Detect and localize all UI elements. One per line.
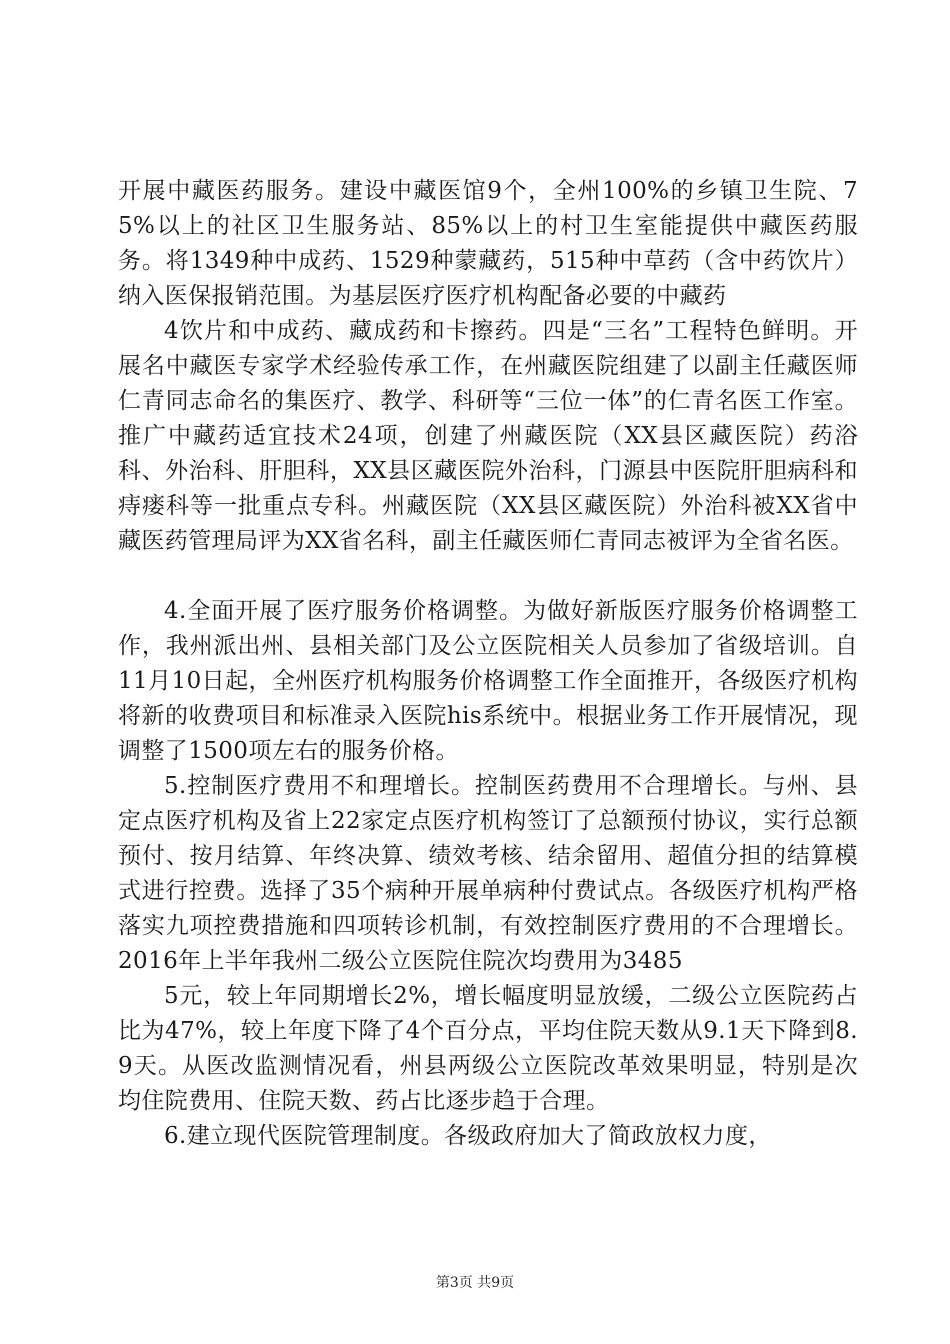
paragraph-three-famous-project: 4饮片和中成药、藏成药和卡擦药。四是“三名”工程特色鲜明。开展名中藏医专家学术经验传承工作，在州藏医院组建了以副主任藏医师仁青同志命名的集医疗、教学、科研等“三位一体”的仁青名医工作室。推广中藏药适宜技术24项，创建了州藏医院（XX县区藏医院）药浴科、外治科、肝胆科，XX县区藏医院外治科，门源县中医院肝胆病科和痔瘘科等一批重点专科。州藏医院（XX县区藏医院）外治科被XX省中藏医药管理局评为XX省名科，副主任藏医师仁青同志被评为全省名医。 [118,318,858,554]
paragraph-cost-control: 5.控制医疗费用不和理增长。控制医药费用不合理增长。与州、县定点医疗机构及省上22家定点医疗机构签订了总额预付协议，实行总额预付、按月结算、年终决算、绩效考核、结余留用、超值分担的结算模式进行控费。选择了35个病种开展单病种付费试点。各级医疗机构严格落实九项控费措施和四项转诊机制，有效控制医疗费用的不合理增长。2016年上半年我州二级公立医院住院次均费用为3485 [118,773,858,974]
paragraph-tcm-services: 开展中藏医药服务。建设中藏医馆9个，全州100%的乡镇卫生院、75%以上的社区卫生服务站、85%以上的村卫生室能提供中藏医药服务。将1349种中成药、1529种蒙藏药，515种中草药（含中药饮片）纳入医保报销范围。为基层医疗医疗机构配备必要的中藏药 [118,178,858,309]
paragraph-price-adjustment: 4.全面开展了医疗服务价格调整。为做好新版医疗服务价格调整工作，我州派出州、县相关部门及公立医院相关人员参加了省级培训。自11月10日起，全州医疗机构服务价格调整工作全面推开，各级医疗机构将新的收费项目和标准录入医院his系统中。根据业务工作开展情况，现调整了1500项左右的服务价格。 [118,598,858,764]
page-number-footer: 第3页 共9页 [435,1275,515,1291]
paragraph-hospital-management: 6.建立现代医院管理制度。各级政府加大了简政放权力度， [164,1123,772,1149]
document-body [118,174,858,1154]
paragraph-cost-results: 5元，较上年同期增长2%，增长幅度明显放缓，二级公立医院药占比为47%，较上年度下降了4个百分点，平均住院天数从9.1天下降到8.9天。从医改监测情况看，州县两级公立医院改革效果明显，特别是次均住院费用、住院天数、药占比逐步趋于合理。 [118,983,858,1114]
